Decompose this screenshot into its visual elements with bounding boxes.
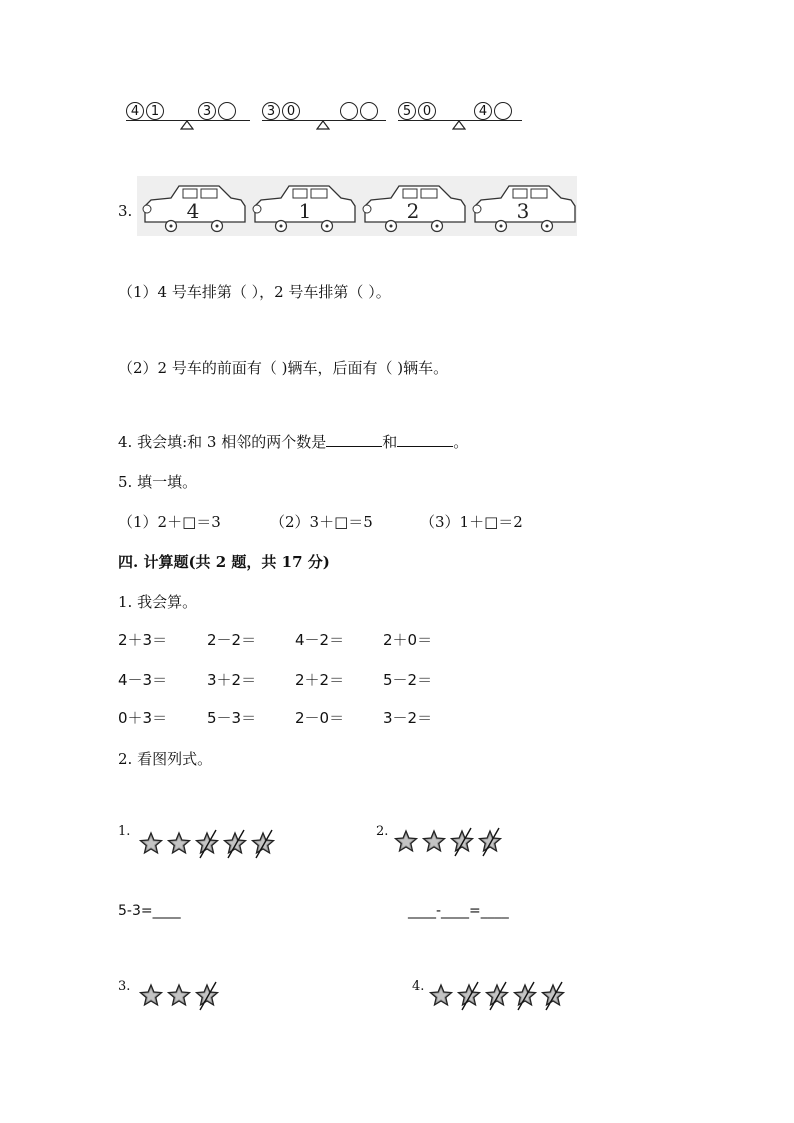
calc-item: 4－3＝	[118, 671, 168, 689]
calc-item: 2＋0＝	[383, 631, 433, 649]
picture-label: 2.	[376, 824, 389, 839]
circle	[360, 102, 378, 120]
sub-question-2: 2. 看图列式。	[118, 750, 213, 768]
circle	[494, 102, 512, 120]
calc-item: 5－3＝	[207, 709, 257, 727]
calc-item: 2＋2＝	[295, 671, 345, 689]
question-4-suffix: 。	[453, 433, 469, 451]
calc-item: 2－0＝	[295, 709, 345, 727]
fulcrum-icon	[452, 120, 466, 130]
calc-item: 2－2＝	[207, 631, 257, 649]
calc-item: 2＋3＝	[118, 631, 168, 649]
picture-label: 1.	[118, 824, 131, 839]
car-strip	[137, 176, 577, 236]
calc-item: 3－2＝	[383, 709, 433, 727]
section-title: 四. 计算题(共 2 题，共 17 分)	[118, 553, 330, 571]
car-number: 3	[516, 199, 530, 223]
balance-1	[126, 102, 238, 120]
circle: 0	[282, 102, 300, 120]
fulcrum-icon	[316, 120, 330, 130]
star-group	[428, 980, 573, 1012]
question-5-item: （3）1＋□＝2	[420, 513, 523, 531]
circle: 1	[146, 102, 164, 120]
circle: 3	[198, 102, 216, 120]
circle	[340, 102, 358, 120]
question-3-line-2: （2）2 号车的前面有（ )辆车，后面有（ )辆车。	[118, 359, 449, 377]
circle: 0	[418, 102, 436, 120]
star-group	[138, 980, 228, 1012]
circle: 3	[262, 102, 280, 120]
picture-label: 4.	[412, 979, 425, 994]
answer-blank[interactable]	[326, 432, 382, 447]
circle: 4	[126, 102, 144, 120]
question-3-line-1: （1）4 号车排第（ ），2 号车排第（ ）。	[118, 283, 391, 301]
car-number: 1	[298, 199, 312, 223]
car-number: 2	[406, 199, 420, 223]
car-number: 4	[186, 199, 200, 223]
answer-blank[interactable]	[397, 432, 453, 447]
equation-1[interactable]: 5-3=____	[118, 903, 181, 919]
question-3-number: 3.	[118, 202, 133, 220]
calc-item: 5－2＝	[383, 671, 433, 689]
balance-3	[398, 102, 514, 120]
calc-item: 4－2＝	[295, 631, 345, 649]
calc-item: 0＋3＝	[118, 709, 168, 727]
question-5-title: 5. 填一填。	[118, 473, 198, 491]
circle: 5	[398, 102, 416, 120]
star-group	[138, 828, 278, 860]
star-group	[393, 826, 505, 858]
question-4	[118, 431, 468, 452]
question-5-item: （1）2＋□＝3	[118, 513, 221, 531]
fulcrum-icon	[180, 120, 194, 130]
equation-2[interactable]: ____-____=____	[408, 903, 509, 919]
circle: 4	[474, 102, 492, 120]
balance-2	[262, 102, 380, 120]
question-4-mid: 和	[382, 433, 398, 451]
sub-question-1: 1. 我会算。	[118, 593, 198, 611]
question-5-item: （2）3＋□＝5	[270, 513, 373, 531]
question-4-prefix: 4. 我会填:和 3 相邻的两个数是	[118, 433, 327, 451]
circle	[218, 102, 236, 120]
picture-label: 3.	[118, 979, 131, 994]
balance-row	[126, 99, 526, 133]
cars-illustration	[137, 176, 577, 236]
calc-item: 3＋2＝	[207, 671, 257, 689]
